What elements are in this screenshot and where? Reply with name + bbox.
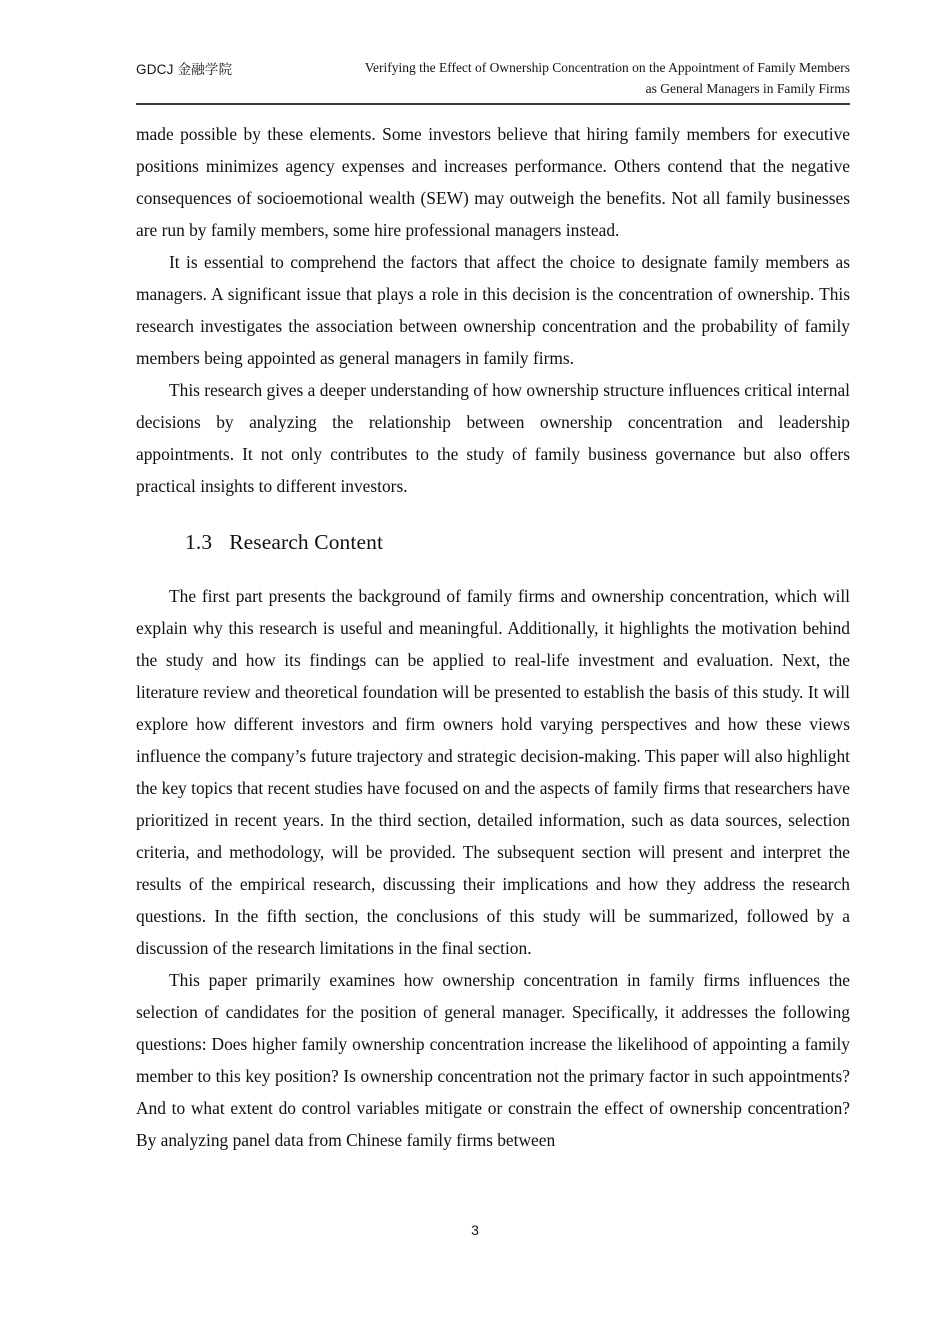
document-body	[136, 118, 850, 1156]
body-paragraph-4: The first part presents the background of family firms and ownership concentration, which will explain why this research is useful and meaningful. Additionally, it highlights the motivation behind the study and how its findings can be applied to real-life investment and evaluation. Next, the literature review and theoretical foundation will be presented to establish the basis of this study. It will explore how different investors and firm owners hold varying perspectives and how these views influence the company’s future trajectory and strategic decision-making. This paper will also highlight the key topics that recent studies have focused on and the aspects of family firms that researchers have prioritized in recent years. In the third section, detailed information, such as data sources, selection criteria, and methodology, will be provided. The subsequent section will present and interpret the results of the empirical research, discussing their implications and how they address the research questions. In the fifth section, the conclusions of this study will be summarized, followed by a discussion of the research limitations in the final section.	[136, 586, 850, 958]
header-organization: GDCJ 金融学院	[136, 62, 233, 77]
page-footer	[0, 1222, 950, 1240]
body-paragraph-3: This research gives a deeper understanding of how ownership structure influences critical internal decisions by analyzing the relationship between ownership concentration and leadership appointments. It not only contributes to the study of family business governance but also offers practical insights to different investors.	[136, 380, 850, 496]
section-heading-number: 1.3	[185, 530, 213, 554]
header-divider	[136, 103, 850, 105]
header-title-line-2: as General Managers in Family Firms	[645, 80, 850, 96]
header-title	[365, 58, 850, 99]
header-title-line-1: Verifying the Effect of Ownership Concentration on the Appointment of Family Members	[364, 60, 850, 75]
section-heading	[136, 526, 850, 558]
body-paragraph-1: made possible by these elements. Some investors believe that hiring family members for executive positions minimizes agency expenses and increases performance. Others contend that the negative consequences of socioemotional wealth (SEW) may outweigh the benefits. Not all family businesses are run by family members, some hire professional managers instead.	[136, 124, 850, 240]
running-header	[136, 58, 850, 104]
page-number: 3	[471, 1222, 479, 1238]
body-paragraph-2: It is essential to comprehend the factors that affect the choice to designate family members as managers. A significant issue that plays a role in this decision is the concentration of ownership. This research investigates the association between ownership concentration and the probability of family members being appointed as general managers in family firms.	[136, 252, 850, 368]
section-heading-text: Research Content	[229, 530, 384, 554]
heading-spacer-above	[136, 502, 850, 526]
heading-spacer-below	[136, 558, 850, 580]
body-paragraph-5: This paper primarily examines how ownership concentration in family firms influences the selection of candidates for the position of general manager. Specifically, it addresses the following questions: Does higher family ownership concentration increase the likelihood of appointing a family member to this key position? Is ownership concentration not the primary factor in such appointments? And to what extent do control variables mitigate or constrain the effect of ownership concentration? By analyzing panel data from Chinese family firms between	[136, 970, 850, 1150]
